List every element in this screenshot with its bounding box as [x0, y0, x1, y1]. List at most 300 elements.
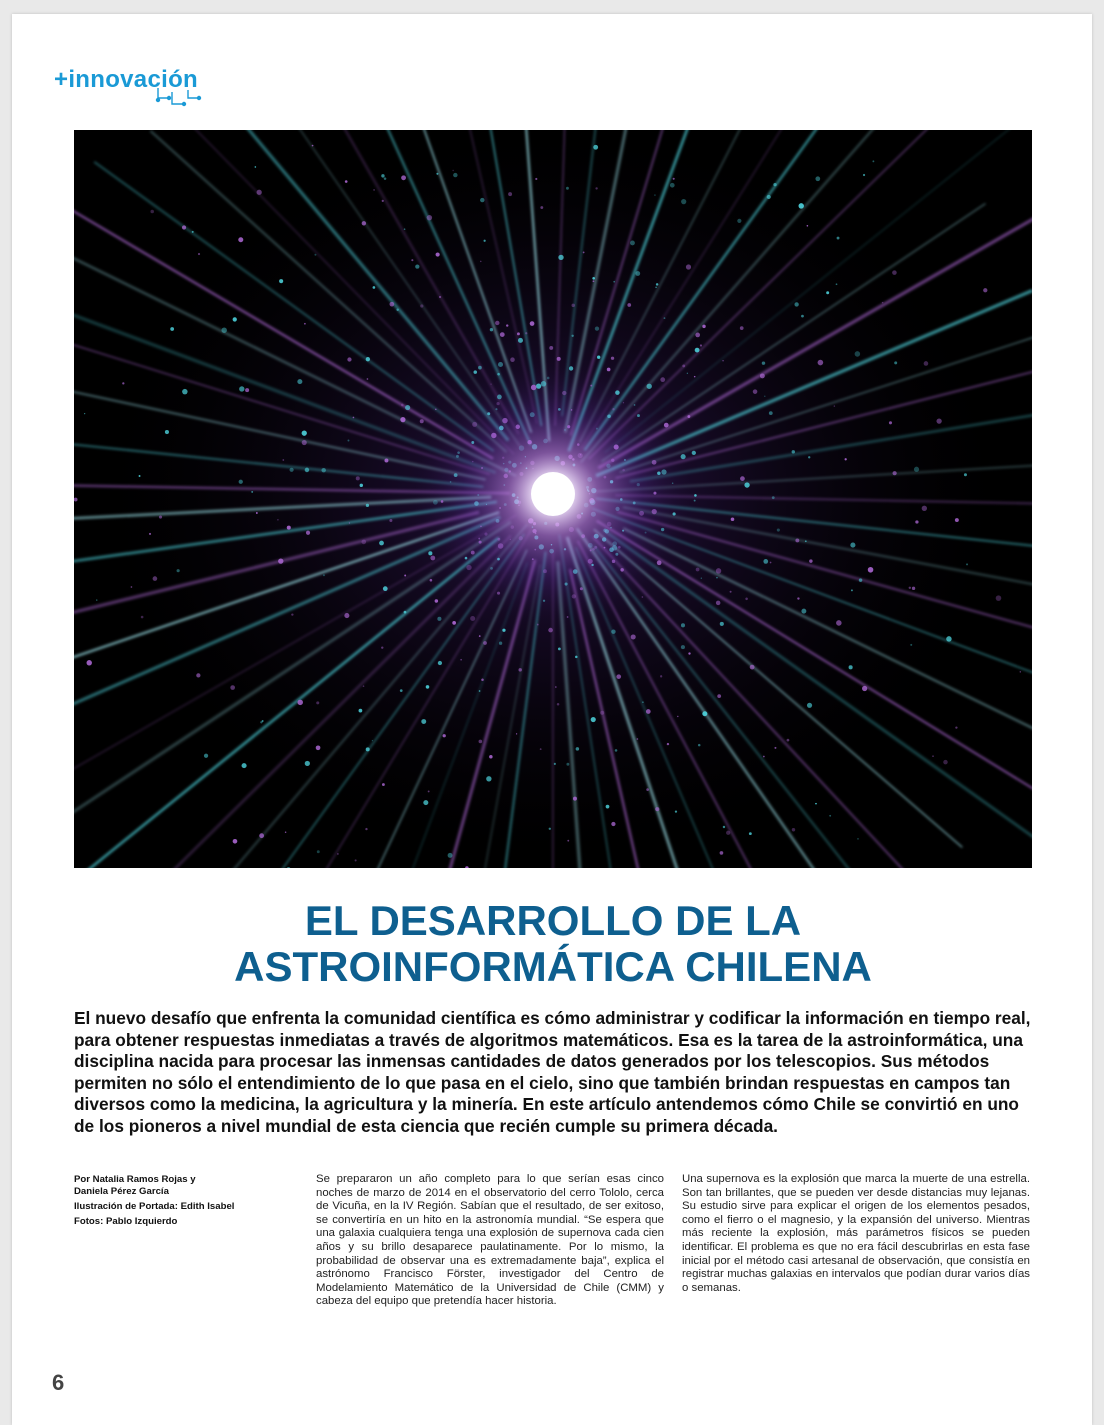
particle [655, 807, 659, 811]
particle [807, 225, 809, 227]
particle [611, 822, 615, 826]
particle [359, 709, 363, 713]
particle [452, 170, 453, 171]
particle [480, 198, 484, 202]
particle [966, 563, 968, 565]
particle [686, 264, 691, 269]
article-title-line2: ASTROINFORMÁTICA CHILENA [234, 943, 872, 990]
particle [404, 228, 406, 230]
particle [404, 611, 407, 614]
magazine-logo [54, 60, 274, 108]
particle [611, 629, 615, 633]
particle [233, 317, 237, 321]
particle [606, 805, 610, 809]
particle [366, 747, 370, 751]
particle [470, 616, 475, 621]
particle [836, 283, 838, 285]
particle [777, 528, 780, 531]
particle [233, 839, 238, 844]
particle [438, 661, 442, 665]
article-lead: El nuevo desafío que enfrenta la comunidad científica es cómo administrar y codificar la información en tiempo real, para obtener respuestas inmediatas a través de algoritmos matemáticos. Esa es la tarea de la astroinformática, una disciplina nacida para procesar las inmensas cantidades de datos generados por los telescopios. Sus métodos permiten no sólo el entendimiento de lo que pasa en el cielo, sino que también brindan respuestas en campos tan diversos como la medicina, la agricultura y la minería. En este artículo antendemos cómo Chile se convirtió en uno de los pioneros a nivel mundial de esta ciencia que recién cumple su primera década. [74, 1008, 1031, 1136]
particle [631, 634, 636, 639]
particle [367, 378, 369, 380]
particle [805, 540, 807, 542]
particle [483, 641, 487, 645]
particle [221, 327, 226, 332]
particle [834, 405, 835, 406]
particle [479, 690, 481, 692]
particle [910, 644, 912, 646]
particle [730, 591, 732, 593]
particle [836, 620, 842, 626]
particle [390, 302, 395, 307]
particle [808, 456, 810, 458]
particle [443, 734, 446, 737]
particle [366, 504, 369, 507]
particle [490, 328, 493, 331]
particle [635, 271, 640, 276]
particle [430, 579, 433, 582]
magazine-page [12, 14, 1092, 1425]
particle [415, 264, 419, 268]
particle [479, 740, 483, 744]
particle [518, 338, 523, 343]
particle [909, 587, 911, 589]
particle [762, 361, 765, 364]
particle [592, 277, 595, 280]
particle [677, 716, 678, 717]
particle [372, 740, 373, 741]
particle [716, 568, 721, 573]
starburst-binary-illustration [74, 130, 1032, 868]
particle [882, 302, 884, 304]
particle [122, 382, 124, 384]
particle [815, 803, 817, 805]
particle [566, 763, 569, 766]
particle [420, 304, 423, 307]
particle [291, 613, 293, 615]
particle [807, 703, 812, 708]
particle [702, 325, 705, 328]
particle [955, 518, 959, 522]
particle [750, 665, 755, 670]
particle [627, 303, 631, 307]
particle [717, 694, 721, 698]
circuit-icon [154, 86, 214, 110]
particle [382, 783, 385, 786]
particle [345, 180, 348, 183]
particle [305, 761, 310, 766]
particle [182, 389, 188, 395]
particle [611, 357, 614, 360]
particle [763, 756, 765, 758]
particle [131, 586, 133, 588]
particle [389, 519, 392, 522]
particle [616, 674, 621, 679]
particle [165, 430, 169, 434]
particle [251, 491, 253, 493]
particle [555, 686, 557, 688]
particle [239, 480, 243, 484]
particle [448, 853, 453, 858]
particle [500, 332, 505, 337]
particle [495, 321, 499, 325]
particle [363, 685, 365, 687]
particle [149, 533, 151, 535]
particle [285, 832, 286, 833]
authors-line1: Por Natalia Ramos Rojas y [74, 1174, 196, 1185]
particle [316, 745, 321, 750]
particle [349, 522, 350, 523]
particle [242, 763, 247, 768]
hero-illustration [74, 130, 1032, 868]
particle [688, 652, 690, 654]
particle [695, 348, 700, 353]
particle [279, 279, 283, 283]
particle [694, 376, 696, 378]
particle [540, 206, 543, 209]
particle [753, 389, 758, 394]
particle [797, 597, 799, 599]
particle [646, 788, 649, 791]
particle [421, 719, 426, 724]
particle [383, 586, 388, 591]
particle [681, 645, 685, 649]
particle [595, 187, 597, 189]
particle [405, 405, 410, 410]
particle [818, 360, 824, 366]
particle [297, 379, 302, 384]
particle [540, 748, 542, 750]
particle [801, 609, 806, 614]
particle [170, 327, 174, 331]
particle [593, 145, 598, 150]
particle [153, 576, 158, 581]
particle [702, 711, 707, 716]
particle [872, 160, 874, 162]
particle [932, 755, 933, 756]
particle [630, 241, 635, 246]
particle [525, 332, 527, 334]
particle [642, 701, 644, 703]
particle [480, 261, 482, 263]
particle [681, 623, 685, 627]
particle [566, 187, 569, 190]
particle [575, 656, 578, 659]
particle [439, 296, 441, 298]
particle [278, 558, 283, 563]
particle [554, 763, 556, 765]
particle [660, 377, 665, 382]
particle [667, 743, 669, 745]
particle [664, 317, 666, 319]
particle [681, 199, 686, 204]
particle [502, 629, 505, 632]
particle [773, 183, 776, 186]
particle [1020, 671, 1021, 672]
particle [489, 755, 493, 759]
particle [583, 252, 585, 254]
particle [366, 357, 370, 361]
particle [894, 361, 897, 364]
particle [411, 259, 413, 261]
particle [763, 559, 768, 564]
particle [892, 270, 897, 275]
particle [795, 538, 799, 542]
particle [675, 810, 677, 812]
particle [924, 361, 929, 366]
particle [943, 760, 947, 764]
particle [400, 689, 403, 692]
particle [423, 800, 428, 805]
particle [435, 599, 438, 602]
particle [946, 636, 952, 642]
particle [983, 288, 987, 292]
particle [716, 601, 721, 606]
particle [914, 467, 919, 472]
particle [637, 738, 639, 740]
authors [74, 1174, 274, 1198]
particle [381, 646, 383, 648]
particle [720, 622, 724, 626]
particle [255, 166, 257, 168]
particle [436, 253, 440, 257]
particle [204, 754, 208, 758]
particle [259, 833, 264, 838]
particle [401, 404, 404, 407]
particle [306, 531, 310, 535]
page-number: 6 [52, 1370, 65, 1395]
particle [401, 175, 406, 180]
particle [597, 356, 600, 359]
article-title-line1: EL DESARROLLO DE LA [304, 897, 802, 944]
particle [744, 482, 749, 487]
particle [287, 526, 291, 530]
particle [936, 418, 941, 423]
particle [361, 540, 366, 545]
particle [687, 415, 690, 418]
particle [426, 685, 430, 689]
particle [749, 832, 752, 835]
particle [437, 617, 441, 621]
particle [159, 516, 162, 519]
particle [506, 324, 508, 326]
particle [282, 459, 284, 461]
particle [687, 373, 688, 374]
particle [474, 370, 478, 374]
particle [499, 642, 502, 645]
particle [302, 440, 307, 445]
particle [245, 388, 249, 392]
particle [726, 831, 730, 835]
particle [764, 396, 765, 397]
particle [549, 346, 553, 350]
particle [792, 450, 795, 453]
particle [347, 357, 351, 361]
particle [277, 519, 279, 521]
particle [770, 562, 772, 564]
particle [915, 520, 918, 523]
particle [767, 195, 771, 199]
particle [516, 733, 517, 734]
particle [460, 659, 462, 661]
particle [420, 419, 424, 423]
particle [851, 589, 853, 591]
particle [613, 281, 615, 283]
particle [337, 853, 339, 855]
particle [297, 700, 303, 706]
particle [84, 413, 85, 414]
particle [355, 859, 357, 861]
particle [238, 237, 243, 242]
particle [323, 574, 325, 576]
particle [396, 309, 398, 311]
particle [815, 176, 820, 181]
particle [360, 484, 363, 487]
particle [347, 439, 349, 441]
particle [384, 177, 387, 180]
logo-text: +innovación [54, 66, 198, 93]
particle [478, 366, 482, 370]
particle [558, 647, 561, 650]
particle [260, 721, 262, 723]
particle [862, 686, 867, 691]
particle [769, 411, 773, 415]
particle [517, 332, 520, 335]
particle [695, 333, 700, 338]
particle [837, 237, 840, 240]
particle [192, 231, 194, 233]
particle [731, 517, 735, 521]
particle [996, 595, 1002, 601]
particle [316, 701, 319, 704]
particle [382, 200, 384, 202]
particle [868, 567, 874, 573]
particle [196, 673, 200, 677]
particle [857, 838, 859, 840]
particle [530, 321, 535, 326]
particle [177, 569, 180, 572]
particle [774, 747, 776, 749]
particle [404, 575, 406, 577]
particle [696, 568, 700, 572]
particle [384, 458, 388, 462]
particle [723, 826, 725, 828]
particle [139, 475, 141, 477]
particle [809, 559, 812, 562]
particle [912, 587, 915, 590]
particle [373, 286, 376, 289]
particle [615, 749, 618, 752]
particle [453, 173, 457, 177]
particle [381, 174, 384, 177]
particle [87, 660, 92, 665]
particle [889, 421, 892, 424]
article-title [74, 898, 1032, 990]
particle [826, 291, 829, 294]
particle [654, 194, 655, 195]
particle [600, 711, 604, 715]
particle [593, 280, 595, 282]
particle [720, 851, 724, 855]
particle [479, 635, 481, 637]
particle [656, 283, 659, 286]
particle [427, 215, 432, 220]
particle [141, 616, 144, 619]
particle [557, 703, 560, 706]
particle [682, 364, 685, 367]
particle [863, 174, 865, 176]
particle [558, 255, 563, 260]
particle [535, 178, 537, 180]
particle [701, 578, 702, 579]
particle [673, 178, 675, 180]
particle [356, 476, 360, 480]
particle [290, 468, 294, 472]
particle [740, 326, 744, 330]
particle [452, 621, 456, 625]
particle [353, 417, 355, 419]
particle [484, 240, 486, 242]
particle [150, 210, 154, 214]
particle [486, 776, 491, 781]
particle [716, 577, 717, 578]
particle [365, 828, 367, 830]
particle [845, 458, 847, 460]
particle [573, 797, 577, 801]
particle [700, 344, 702, 346]
particle [321, 468, 325, 472]
particle [305, 468, 310, 473]
particle [859, 578, 863, 582]
particle [256, 512, 258, 514]
illustration-credit: Ilustración de Portada: Edith Isabel [74, 1201, 235, 1212]
particle [772, 496, 775, 499]
particle [798, 203, 803, 208]
particle [787, 739, 790, 742]
particle [792, 828, 795, 831]
particle [829, 815, 831, 817]
particle [855, 351, 861, 357]
particle [737, 219, 741, 223]
particle [576, 747, 580, 751]
particle [304, 323, 306, 325]
particle [567, 840, 569, 842]
particle [312, 145, 314, 147]
particle [745, 598, 748, 601]
particle [481, 678, 484, 681]
particle [670, 183, 675, 188]
photos-credit: Fotos: Pablo Izquierdo [74, 1216, 178, 1227]
particle [182, 225, 186, 229]
particle [922, 506, 927, 511]
particle [314, 254, 316, 256]
particle [239, 386, 244, 391]
particle [849, 665, 853, 669]
particle [591, 717, 596, 722]
particle [722, 360, 723, 361]
particle [549, 828, 551, 830]
particle [595, 327, 599, 331]
particle [344, 613, 349, 618]
particle [660, 675, 662, 677]
particle [571, 304, 574, 307]
particle [317, 850, 320, 853]
particle [698, 744, 701, 747]
particle [518, 668, 521, 671]
particle [230, 685, 235, 690]
particle [955, 726, 957, 728]
